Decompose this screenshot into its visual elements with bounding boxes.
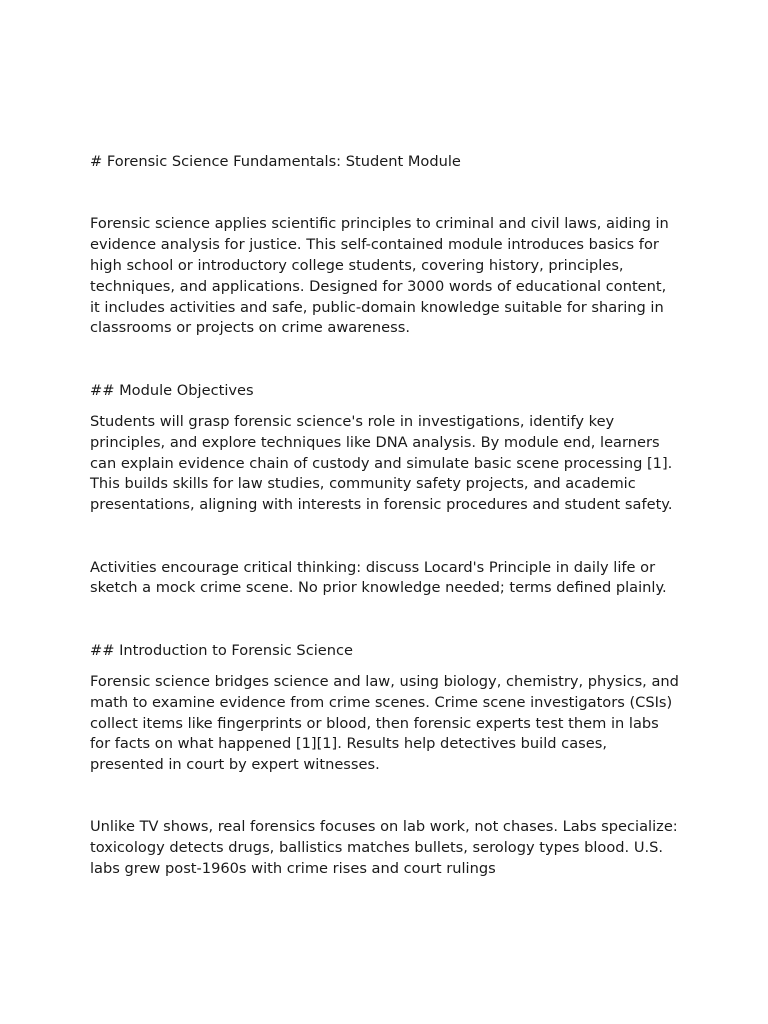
introduction-paragraph-2: Unlike TV shows, real forensics focuses on lab work, not chases. Labs specialize: toxicology detects drugs, ballistics matches bullets, serology types blood. U.S. labs grew post-1960s with crime rises and court rulings [90, 818, 678, 878]
objectives-heading: ## Module Objectives [90, 381, 254, 399]
document-body [90, 152, 680, 921]
objectives-paragraph-2: Activities encourage critical thinking: discuss Locard's Principle in daily life or sketch a mock crime scene. No prior knowledge needed; terms defined plainly. [90, 558, 667, 597]
document-title: # Forensic Science Fundamentals: Student Module [90, 153, 461, 170]
intro-paragraph: Forensic science applies scientific principles to criminal and civil laws, aiding in evidence analysis for justice. This self-contained module introduces basics for high school or introductory college students, covering history, principles, techniques, and applications. Designed for 3000 words of educational content, it includes activities and safe, public-domain knowledge suitable for sharing in classrooms or projects on crime awareness. [90, 215, 669, 337]
objectives-paragraph-1: Students will grasp forensic science's role in investigations, identify key principles, and explore techniques like DNA analysis. By module end, learners can explain evidence chain of custody and simulate basic scene processing [1]. This builds skills for law studies, community safety projects, and academic presentations, aligning with interests in forensic procedures and student safety. [90, 412, 673, 514]
introduction-heading: ## Introduction to Forensic Science [90, 641, 354, 659]
introduction-paragraph-1: Forensic science bridges science and law, using biology, chemistry, physics, and math to examine evidence from crime scenes. Crime scene investigators (CSIs) collect items like fingerprints or blood, then forensic experts test them in labs for facts on what happened [1][1]. Results help detectives build cases, presented in court by expert witnesses. [90, 672, 679, 774]
